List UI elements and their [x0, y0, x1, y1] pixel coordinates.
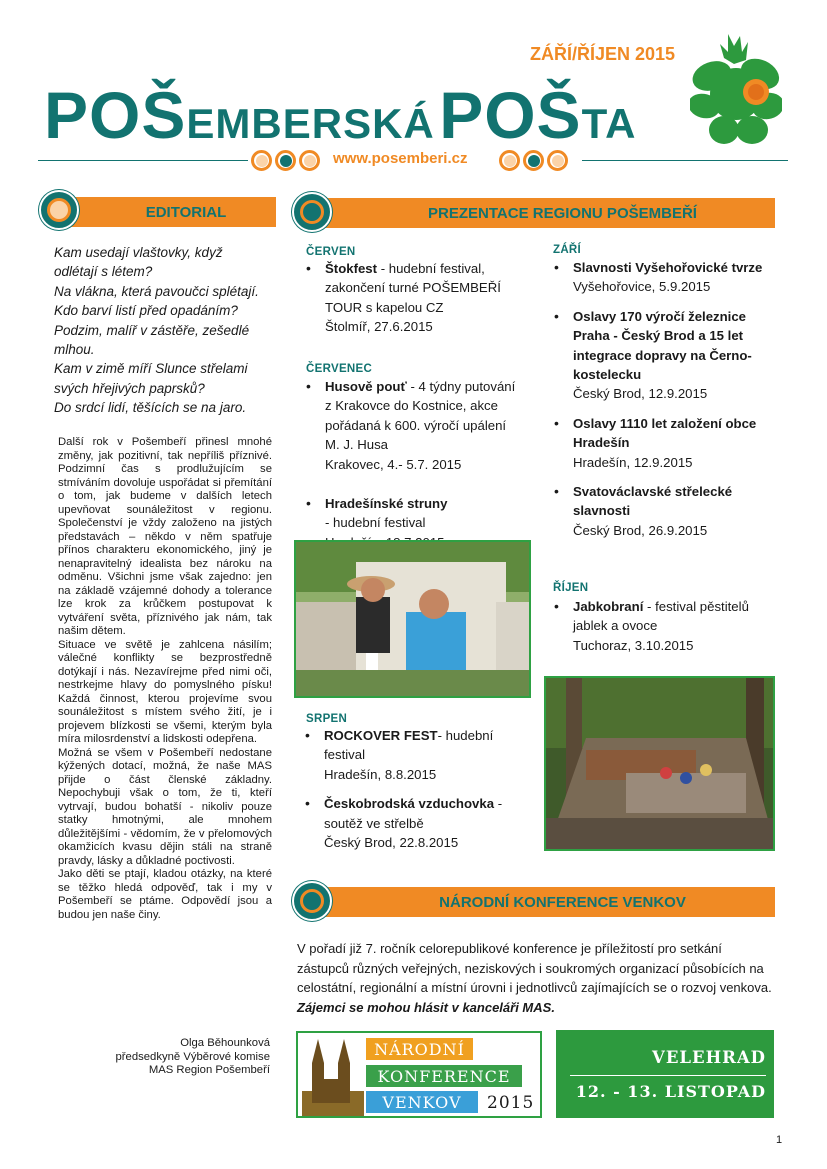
- event-list: [300, 726, 515, 862]
- circle-icon: [275, 150, 296, 171]
- editorial-body: [58, 436, 272, 922]
- website-link[interactable]: www.posemberi.cz: [333, 150, 468, 167]
- flower-logo-icon: [690, 34, 782, 146]
- conference-dates: 12. - 13. LISTOPAD: [575, 1082, 766, 1101]
- decorative-dots-left: [251, 150, 320, 170]
- page-number: 1: [776, 1134, 783, 1146]
- month-label: ČERVEN: [306, 246, 356, 258]
- market-photo: [544, 676, 775, 851]
- header-rule-left: [38, 160, 248, 161]
- market-photo-image: [546, 678, 775, 851]
- editorial-paragraph: Možná se všem v Pošembeří nedostane kýžených dotací, možná, že naše MAS přijde o část členské základny. Nepochybuji však o tom, že ti, kteří vytrvají, budou bohatší - nikoliv pouze statky hmotnými, ale mnohem důležitějšími - vědomím, že v přelomových okamžicích kvasu dějin stáli na straně pravdy, lásky a důkladné poctivosti.: [58, 746, 272, 867]
- conference-ring-icon: [292, 881, 332, 921]
- conference-venue: VELEHRAD: [652, 1048, 766, 1067]
- month-label: ŘÍJEN: [553, 582, 589, 594]
- event-item: • Hradešínské struny - hudební festival: [301, 494, 523, 552]
- event-item: • Oslavy 170 výročí železnice Praha - Český Brod a 15 let integrace dopravy na Černo-kostelecku Český Brod, 12.9.2015: [549, 307, 771, 404]
- editorial-paragraph: Situace ve světě je zahlcena násilím; válečné konflikty se bezprostředně dotýkají i nás. Nezavírejme před nimi oči, nestrkejme hlavy do pomyslného písku! Každá činnost, kterou projevíme svou sounáležitost s místem svého žití, je i projevem blízkosti se všemi, kterým byla míra milosrdenství a lidskosti odepřena.: [58, 638, 272, 745]
- event-item: • Jabkobraní - festival pěstitelů jablek a ovoce Tuchoraz, 3.10.2015: [549, 597, 771, 655]
- event-item: • Slavnosti Vyšehořovické tvrze Vyšehořovice, 5.9.2015: [549, 258, 771, 297]
- editorial-poem: Kam usedají vlaštovky, když odlétají s létem? Na vlákna, která pavoučci splétají. Kdo barví listí před opadáním? Podzim, malíř v zástěře, zešedlé mlhou. Kam v zimě míří Slunce střelami svých hřejivých paprsků? Do srdcí lidí, těšících se na jaro.: [54, 245, 259, 416]
- event-item: • Svatováclavské střelecké slavnosti Český Brod, 26.9.2015: [549, 482, 771, 540]
- event-list: [549, 258, 771, 550]
- editorial-ring-icon: [39, 190, 79, 230]
- logo-year: 2015: [487, 1093, 535, 1113]
- conference-heading: NÁRODNÍ KONFERENCE VENKOV: [314, 887, 775, 917]
- festival-photo-image: [296, 542, 531, 698]
- festival-photo: [294, 540, 531, 698]
- circle-icon: [499, 150, 520, 171]
- region-heading: PREZENTACE REGIONU POŠEMBEŘÍ: [314, 198, 775, 228]
- editorial-paragraph: Další rok v Pošembeří přinesl mnohé změny, jak pozitivní, tak nepříliš příznivé. Podzimní čas s prodlužujícím se stmíváním dovoluje uspořádat si přemítání o tom, jak budeme v dalších letech upevňovat sounáležitost v regionu. Společenství je vždy založeno na jistých představách – někdo v něm spatřuje přínos charakteru ekonomického, jiný je nenapravitelný idealista bez nároku na odměnu. Všichni jsme však zajedno: jen na základě vzájemné dohody a tolerance lze krok za krůčkem postupovat k vytváření světa, příznivého jak nám, tak našim dětem.: [58, 436, 272, 637]
- conference-logo: NÁRODNÍ KONFERENCE VENKOV 2015: [296, 1031, 542, 1118]
- month-label: SRPEN: [306, 713, 348, 725]
- event-item: • Štokfest - hudební festival, zakončení turné POŠEMBEŘÍ TOUR s kapelou CZ Štolmíř, 27.6.2015: [301, 259, 521, 337]
- region-ring-icon: [292, 192, 332, 232]
- event-item: • ROCKOVER FEST- hudební festival Hradešín, 8.8.2015: [300, 726, 515, 784]
- editorial-signature: Olga Běhounková předsedkyně Výběrové komise MAS Region Pošembeří: [115, 1037, 270, 1076]
- event-item: • Oslavy 1110 let založení obce Hradešín Hradešín, 12.9.2015: [549, 414, 771, 472]
- circle-icon: [523, 150, 544, 171]
- month-label: ČERVENEC: [306, 363, 373, 375]
- header-rule-right: [582, 160, 788, 161]
- circle-icon: [251, 150, 272, 171]
- event-list: [549, 597, 771, 665]
- conference-description: V pořadí již 7. ročník celorepublikové konference je příležitostí pro setkání zástupců různých veřejných, neziskových i soukromých organizací působících na celostátní, regionální a místní úrovni i jednotlivců zajímajících se o rozvoj venkova. Zájemci se mohou hlásit v kanceláři MAS.: [297, 941, 772, 1015]
- circle-icon: [547, 150, 568, 171]
- circle-icon: [299, 150, 320, 171]
- event-item: • Českobrodská vzduchovka - soutěž ve střelbě Český Brod, 22.8.2015: [300, 794, 515, 852]
- event-list: [301, 377, 523, 562]
- issue-date: ZÁŘÍ/ŘÍJEN 2015: [530, 44, 676, 64]
- conference-venue-box: [556, 1030, 774, 1118]
- event-item: • Husově pouť - 4 týdny putování z Krakovce do Kostnice, akce pořádaná k 600. výročí upálení M. J. Husa Krakovec, 4.- 5.7. 2015: [301, 377, 523, 474]
- church-towers-icon: [302, 1035, 364, 1118]
- venue-divider: [570, 1075, 766, 1076]
- editorial-heading: EDITORIAL: [60, 197, 276, 227]
- event-list: [301, 259, 521, 347]
- newsletter-title: POŠEMBERSKÁ POŠTA: [44, 78, 637, 152]
- month-label: ZÁŘÍ: [553, 244, 582, 256]
- editorial-paragraph: Jako děti se ptají, kladou otázky, na které se těžko hledá odpověď, tak i my v Pošembeří se ptáme. Odpovědí jsou a budou jen naše činy.: [58, 868, 272, 921]
- decorative-dots-right: [499, 150, 568, 170]
